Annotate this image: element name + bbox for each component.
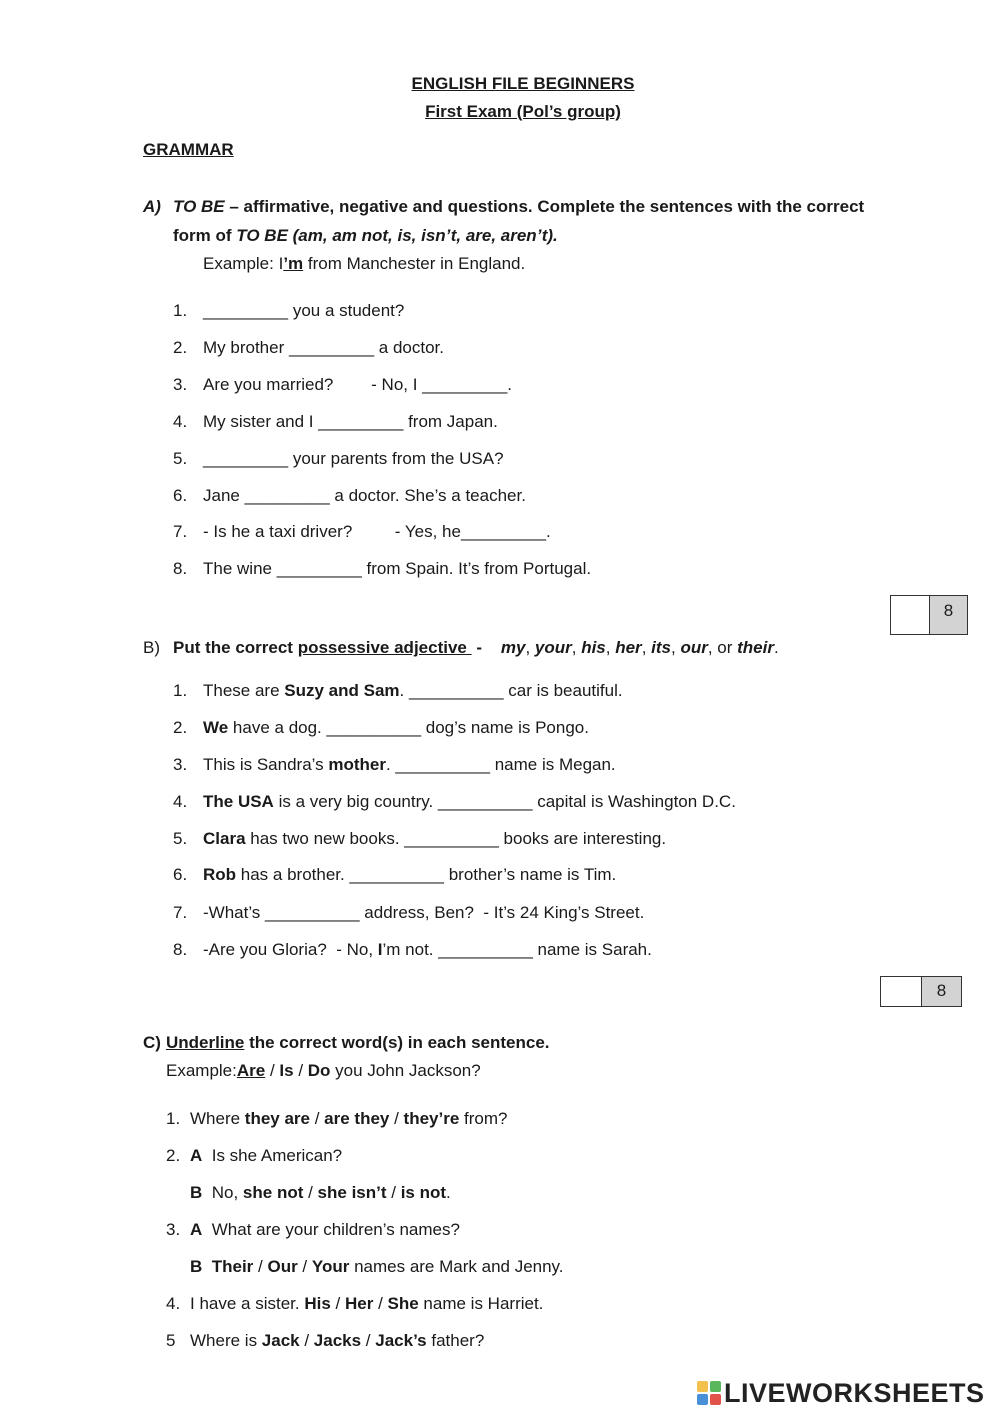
c-question-3a: 3. A What are your children’s names? — [166, 1220, 460, 1239]
a-item — [173, 558, 591, 580]
score-max: 8 — [930, 596, 967, 634]
c-question-1: 1. Where they are / are they / they’re from? — [166, 1109, 508, 1128]
item-text: My brother _________ a doctor. — [203, 338, 444, 357]
choice-option[interactable]: Her — [344, 1294, 374, 1313]
item-number: 1. — [173, 681, 188, 700]
item-number: 2. — [173, 338, 188, 357]
a-item — [173, 448, 504, 470]
item-number: 8. — [173, 940, 188, 959]
document-title: ENGLISH FILE BEGINNERS — [411, 74, 635, 93]
section-b-title: B) Put the correct possessive adjective - my, your, his, her, its, our, or their. — [143, 638, 779, 657]
item-number: 7. — [173, 522, 188, 541]
option-word: my — [500, 638, 526, 657]
item-text: Are you married? - No, I _________. — [203, 375, 512, 394]
choice-option[interactable]: Your — [311, 1257, 350, 1276]
section-a-title-line2: form of TO BE (am, am not, is, isn’t, are, aren’t). — [173, 226, 558, 245]
liveworksheets-logo[interactable] — [697, 1378, 985, 1408]
c-question-2b: B No, she not / she isn’t / is not. — [190, 1183, 451, 1202]
b-item: 2. We have a dog. __________ dog’s name is Pongo. — [173, 718, 589, 737]
b-item: 6. Rob has a brother. __________ brother’s name is Tim. — [173, 865, 617, 884]
c-question-3b: B Their / Our / Your names are Mark and Jenny. — [190, 1257, 564, 1276]
choice-option[interactable]: Jack — [261, 1331, 300, 1350]
item-subject: We — [203, 718, 229, 737]
b-item: 4. The USA is a very big country. __________ capital is Washington D.C. — [173, 792, 736, 811]
choice-option[interactable]: Our — [267, 1257, 298, 1276]
item-subject: The USA — [203, 792, 274, 811]
a-item — [173, 337, 444, 359]
section-a-score-box — [890, 595, 968, 635]
item-subject: Suzy and Sam — [284, 681, 400, 700]
b-item: 7. -What’s __________ address, Ben? - It’s 24 King’s Street. — [173, 903, 645, 922]
section-c-title: C) Underline the correct word(s) in each sentence. — [143, 1033, 550, 1052]
section-b-score-box — [880, 976, 962, 1007]
item-number: 3. — [173, 755, 188, 774]
choice-option[interactable]: Their — [211, 1257, 254, 1276]
item-number: 6. — [173, 865, 188, 884]
item-text: _________ your parents from the USA? — [203, 449, 504, 468]
choice-option[interactable]: are they — [324, 1109, 390, 1128]
item-number: 1. — [173, 301, 188, 320]
b-item: 8. -Are you Gloria? - No, I’m not. __________ name is Sarah. — [173, 940, 652, 959]
option-word: their — [737, 638, 774, 657]
item-subject: Clara — [203, 829, 246, 848]
choice-option[interactable]: Do — [307, 1061, 331, 1080]
choice-option[interactable]: She — [387, 1294, 419, 1313]
item-number: 7. — [173, 903, 188, 922]
section-a-title: A) TO BE – affirmative, negative and questions. Complete the sentences with the correct — [143, 197, 865, 216]
item-text: Jane _________ a doctor. She’s a teacher. — [203, 486, 526, 505]
choice-option[interactable]: she not — [242, 1183, 304, 1202]
item-number: 4. — [173, 412, 188, 431]
choice-option[interactable]: they’re — [403, 1109, 460, 1128]
section-heading-grammar: GRAMMAR — [143, 140, 234, 159]
a-item — [173, 300, 404, 322]
section-a-letter: A) — [143, 197, 161, 216]
logo-text: LIVEWORKSHEETS — [724, 1377, 985, 1408]
c-question-5: 5 Where is Jack / Jacks / Jack’s father? — [166, 1331, 485, 1350]
choice-option[interactable]: they are — [244, 1109, 310, 1128]
a-item — [173, 521, 551, 543]
item-number: 3. — [173, 375, 188, 394]
a-item — [173, 374, 512, 396]
choice-option[interactable]: His — [304, 1294, 331, 1313]
document-subtitle: First Exam (Pol’s group) — [425, 102, 621, 121]
score-input[interactable] — [881, 977, 922, 1006]
section-c-example: Example:Are / Is / Do you John Jackson? — [166, 1061, 481, 1080]
a-item — [173, 485, 526, 507]
choice-option[interactable]: Are — [236, 1061, 266, 1080]
item-number: 5. — [173, 829, 188, 848]
choice-option[interactable]: Jack’s — [375, 1331, 427, 1350]
score-input[interactable] — [891, 596, 930, 634]
a-item — [173, 411, 498, 433]
b-item: 3. This is Sandra’s mother. __________ name is Megan. — [173, 755, 616, 774]
option-word: our — [680, 638, 708, 657]
item-number: 8. — [173, 559, 188, 578]
item-number: 5. — [173, 449, 188, 468]
item-text: My sister and I _________ from Japan. — [203, 412, 498, 431]
item-text: The wine _________ from Spain. It’s from Portugal. — [203, 559, 592, 578]
score-max: 8 — [922, 977, 961, 1006]
b-item: 1. These are Suzy and Sam. __________ car is beautiful. — [173, 681, 623, 700]
b-item: 5. Clara has two new books. __________ books are interesting. — [173, 829, 667, 848]
choice-option[interactable]: Is — [279, 1061, 294, 1080]
item-subject: Rob — [203, 865, 237, 884]
choice-option[interactable]: she isn’t — [317, 1183, 387, 1202]
item-number: 6. — [173, 486, 188, 505]
item-number: 4. — [173, 792, 188, 811]
option-word: her — [615, 638, 642, 657]
item-text: _________ you a student? — [203, 301, 405, 320]
option-word: your — [534, 638, 572, 657]
section-a-example: Example: I’m from Manchester in England. — [203, 254, 526, 273]
logo-icon — [697, 1381, 721, 1405]
item-text: - Is he a taxi driver? - Yes, he_________. — [203, 522, 551, 541]
option-word: his — [581, 638, 606, 657]
item-number: 2. — [173, 718, 188, 737]
possessive-options: my, your, his, her, its, our, or their. — [500, 638, 779, 657]
option-word: its — [651, 638, 671, 657]
c-question-2a: 2. A Is she American? — [166, 1146, 343, 1165]
choice-option[interactable]: is not — [400, 1183, 447, 1202]
c-question-4: 4. I have a sister. His / Her / She name is Harriet. — [166, 1294, 544, 1313]
choice-option[interactable]: Jacks — [313, 1331, 362, 1350]
item-subject: mother — [328, 755, 386, 774]
item-subject: I — [377, 940, 383, 959]
